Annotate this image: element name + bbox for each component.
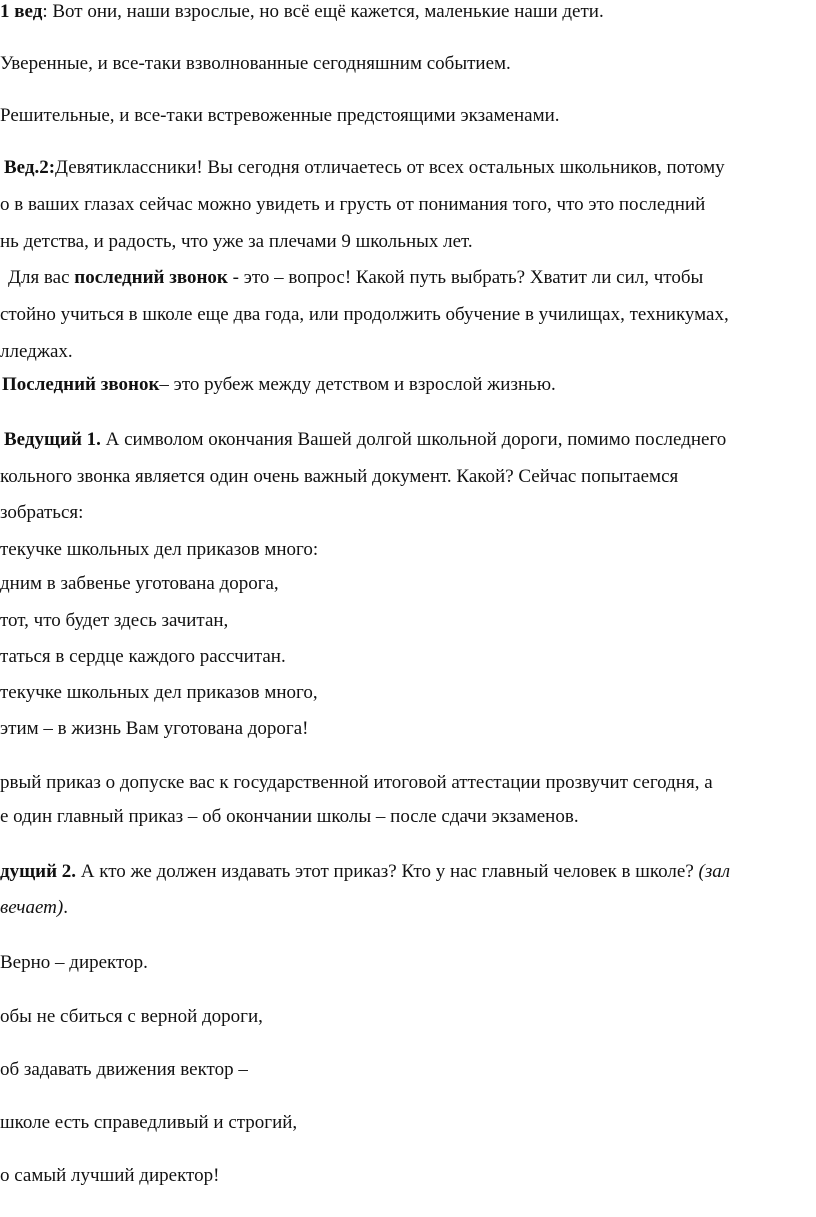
- line-text: о в ваших глазах сейчас можно увидеть и грусть от понимания того, что это последний: [0, 194, 706, 215]
- stage-direction: (зал: [698, 861, 731, 882]
- text-line: [8, 266, 703, 290]
- line-text: таться в сердце каждого рассчитан.: [0, 646, 286, 667]
- text-line: [0, 1005, 263, 1029]
- text-line: [4, 428, 726, 452]
- text-line: [0, 1111, 297, 1135]
- line-text: тот, что будет здесь зачитан,: [0, 610, 229, 631]
- line-text: этим – в жизнь Вам уготована дорога!: [0, 718, 309, 739]
- stage-direction: вечает): [0, 897, 64, 918]
- text-line: [4, 156, 725, 180]
- text-line: [0, 465, 678, 489]
- line-text: дним в забвенье уготована дорога,: [0, 573, 279, 594]
- line-text: текучке школьных дел приказов много,: [0, 682, 318, 703]
- text-line: [0, 230, 473, 254]
- text-line: [0, 52, 511, 76]
- line-text: е один главный приказ – об окончании школы – после сдачи экзаменов.: [0, 806, 579, 827]
- line-text: обы не сбиться с верной дороги,: [0, 1006, 263, 1027]
- text-line: [0, 860, 730, 884]
- text-line: [0, 303, 729, 327]
- line-text: А кто же должен издавать этот приказ? Кто у нас главный человек в школе?: [76, 861, 699, 882]
- line-text: Верно – директор.: [0, 952, 148, 973]
- text-line: [0, 501, 83, 525]
- line-text: - это – вопрос! Какой путь выбрать? Хватит ли сил, чтобы: [227, 267, 704, 288]
- text-line: [0, 951, 148, 975]
- line-text: Для вас: [8, 267, 75, 288]
- line-text: Девятиклассники! Вы сегодня отличаетесь от всех остальных школьников, потому: [55, 157, 725, 178]
- text-line: [0, 104, 560, 128]
- line-text: кольного звонка является один очень важный документ. Какой? Сейчас попытаемся: [0, 466, 679, 487]
- line-text: текучке школьных дел приказов много:: [0, 539, 319, 560]
- line-text: .: [63, 897, 68, 918]
- line-text: стойно учиться в школе еще два года, или продолжить обучение в училищах, техникумах,: [0, 304, 729, 325]
- line-text: рвый приказ о допуске вас к государственной итоговой аттестации прозвучит сегодня, а: [0, 772, 713, 793]
- text-line: [0, 572, 279, 596]
- line-text: об задавать движения вектор –: [0, 1059, 248, 1080]
- text-line: [0, 1164, 219, 1188]
- text-line: [0, 1058, 248, 1082]
- speaker-label: дущий 2.: [0, 861, 77, 882]
- line-text: школе есть справедливый и строгий,: [0, 1112, 298, 1133]
- text-line: [0, 193, 705, 217]
- emphasis-text: последний звонок: [74, 267, 228, 288]
- line-text: нь детства, и радость, что уже за плечами 9 школьных лет.: [0, 231, 473, 252]
- text-line: [0, 805, 579, 829]
- speaker-label: Ведущий 1.: [4, 429, 101, 450]
- text-line: [2, 373, 556, 397]
- speaker-label: Вед.2:: [4, 157, 56, 178]
- text-line: [0, 645, 286, 669]
- text-line: [0, 609, 228, 633]
- line-text: Решительные, и все-таки встревоженные предстоящими экзаменами.: [0, 105, 560, 126]
- text-line: [0, 896, 68, 920]
- line-text: зобраться:: [0, 502, 84, 523]
- text-line: [0, 0, 604, 24]
- line-text: : Вот они, наши взрослые, но всё ещё кажется, маленькие наши дети.: [42, 1, 604, 22]
- text-line: [0, 771, 713, 795]
- text-line: [0, 717, 308, 741]
- line-text: А символом окончания Вашей долгой школьной дороги, помимо последнего: [100, 429, 727, 450]
- line-text: Уверенные, и все-таки взволнованные сегодняшним событием.: [0, 53, 511, 74]
- emphasis-text: Последний звонок: [2, 374, 160, 395]
- text-line: [0, 681, 318, 705]
- speaker-label: 1 вед: [0, 1, 43, 22]
- text-line: [0, 538, 318, 562]
- line-text: о самый лучший директор!: [0, 1165, 220, 1186]
- text-line: [0, 340, 73, 364]
- line-text: лледжах.: [0, 341, 73, 362]
- line-text: – это рубеж между детством и взрослой жизнью.: [159, 374, 556, 395]
